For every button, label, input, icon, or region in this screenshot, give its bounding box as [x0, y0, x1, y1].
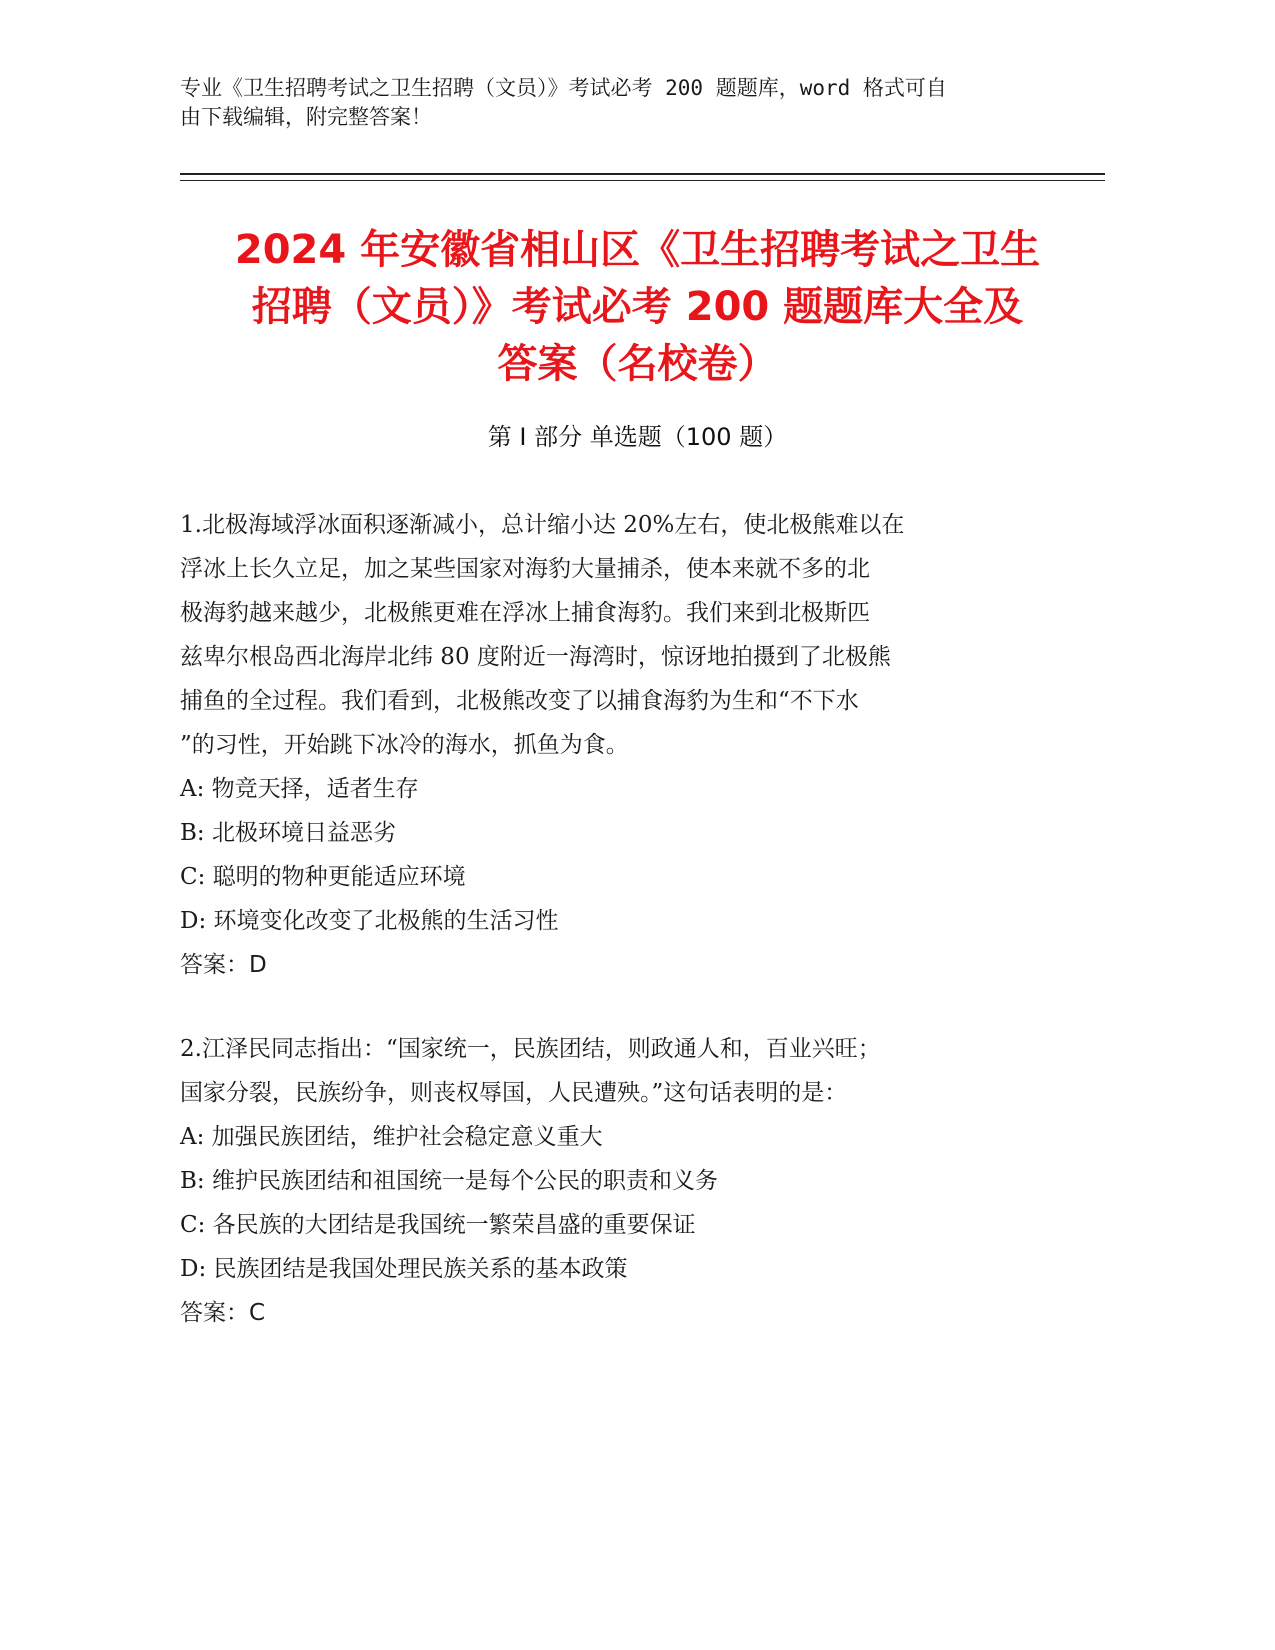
title-line: 招聘（文员）》考试必考 200 题题库大全及 — [251, 284, 1024, 330]
document-title — [150, 222, 1125, 393]
question-stem-line: 1.北极海域浮冰面积逐渐减小，总计缩小达 20%左右，使北极熊难以在 — [180, 512, 905, 538]
question-stem-line: 极海豹越来越少，北极熊更难在浮冰上捕食海豹。我们来到北极斯匹 — [180, 600, 870, 626]
option-a: A: 物竞天择，适者生存 — [180, 776, 419, 802]
header-divider-thick — [180, 173, 1105, 175]
question-stem-line: 国家分裂，民族纷争，则丧权辱国，人民遭殃。”这句话表明的是： — [180, 1080, 848, 1106]
question-stem-line: ”的习性，开始跳下冰冷的海水，抓鱼为食。 — [180, 732, 629, 758]
option-d: D: 环境变化改变了北极熊的生活习性 — [180, 908, 559, 934]
answer-line: 答案：C — [180, 1300, 266, 1326]
option-c: C: 各民族的大团结是我国统一繁荣昌盛的重要保证 — [180, 1212, 696, 1238]
question-stem-line: 浮冰上长久立足，加之某些国家对海豹大量捕杀，使本来就不多的北 — [180, 556, 870, 582]
option-d: D: 民族团结是我国处理民族关系的基本政策 — [180, 1256, 628, 1282]
option-b: B: 维护民族团结和祖国统一是每个公民的职责和义务 — [180, 1168, 718, 1194]
title-line: 2024 年安徽省相山区《卫生招聘考试之卫生 — [234, 227, 1041, 273]
question-stem-line: 2.江泽民同志指出：“国家统一，民族团结，则政通人和，百业兴旺； — [180, 1036, 881, 1062]
answer-line: 答案：D — [180, 952, 267, 978]
header-divider-thin — [180, 180, 1105, 181]
option-a: A: 加强民族团结，维护社会稳定意义重大 — [180, 1124, 603, 1150]
option-c: C: 聪明的物种更能适应环境 — [180, 864, 466, 890]
header-note-line: 由下载编辑，附完整答案！ — [180, 105, 432, 129]
option-b: B: 北极环境日益恶劣 — [180, 820, 396, 846]
title-line: 答案（名校卷） — [497, 341, 778, 387]
section-heading: 第 I 部分 单选题（100 题） — [487, 423, 788, 451]
header-note — [180, 74, 1040, 132]
question-1 — [180, 503, 1060, 987]
header-note-line: 专业《卫生招聘考试之卫生招聘（文员）》考试必考 200 题题库，word 格式可自 — [180, 76, 947, 100]
question-stem-line: 兹卑尔根岛西北海岸北纬 80 度附近一海湾时，惊讶地拍摄到了北极熊 — [180, 644, 891, 670]
question-stem-line: 捕鱼的全过程。我们看到，北极熊改变了以捕食海豹为生和“不下水 — [180, 688, 859, 714]
question-2 — [180, 1027, 1060, 1335]
